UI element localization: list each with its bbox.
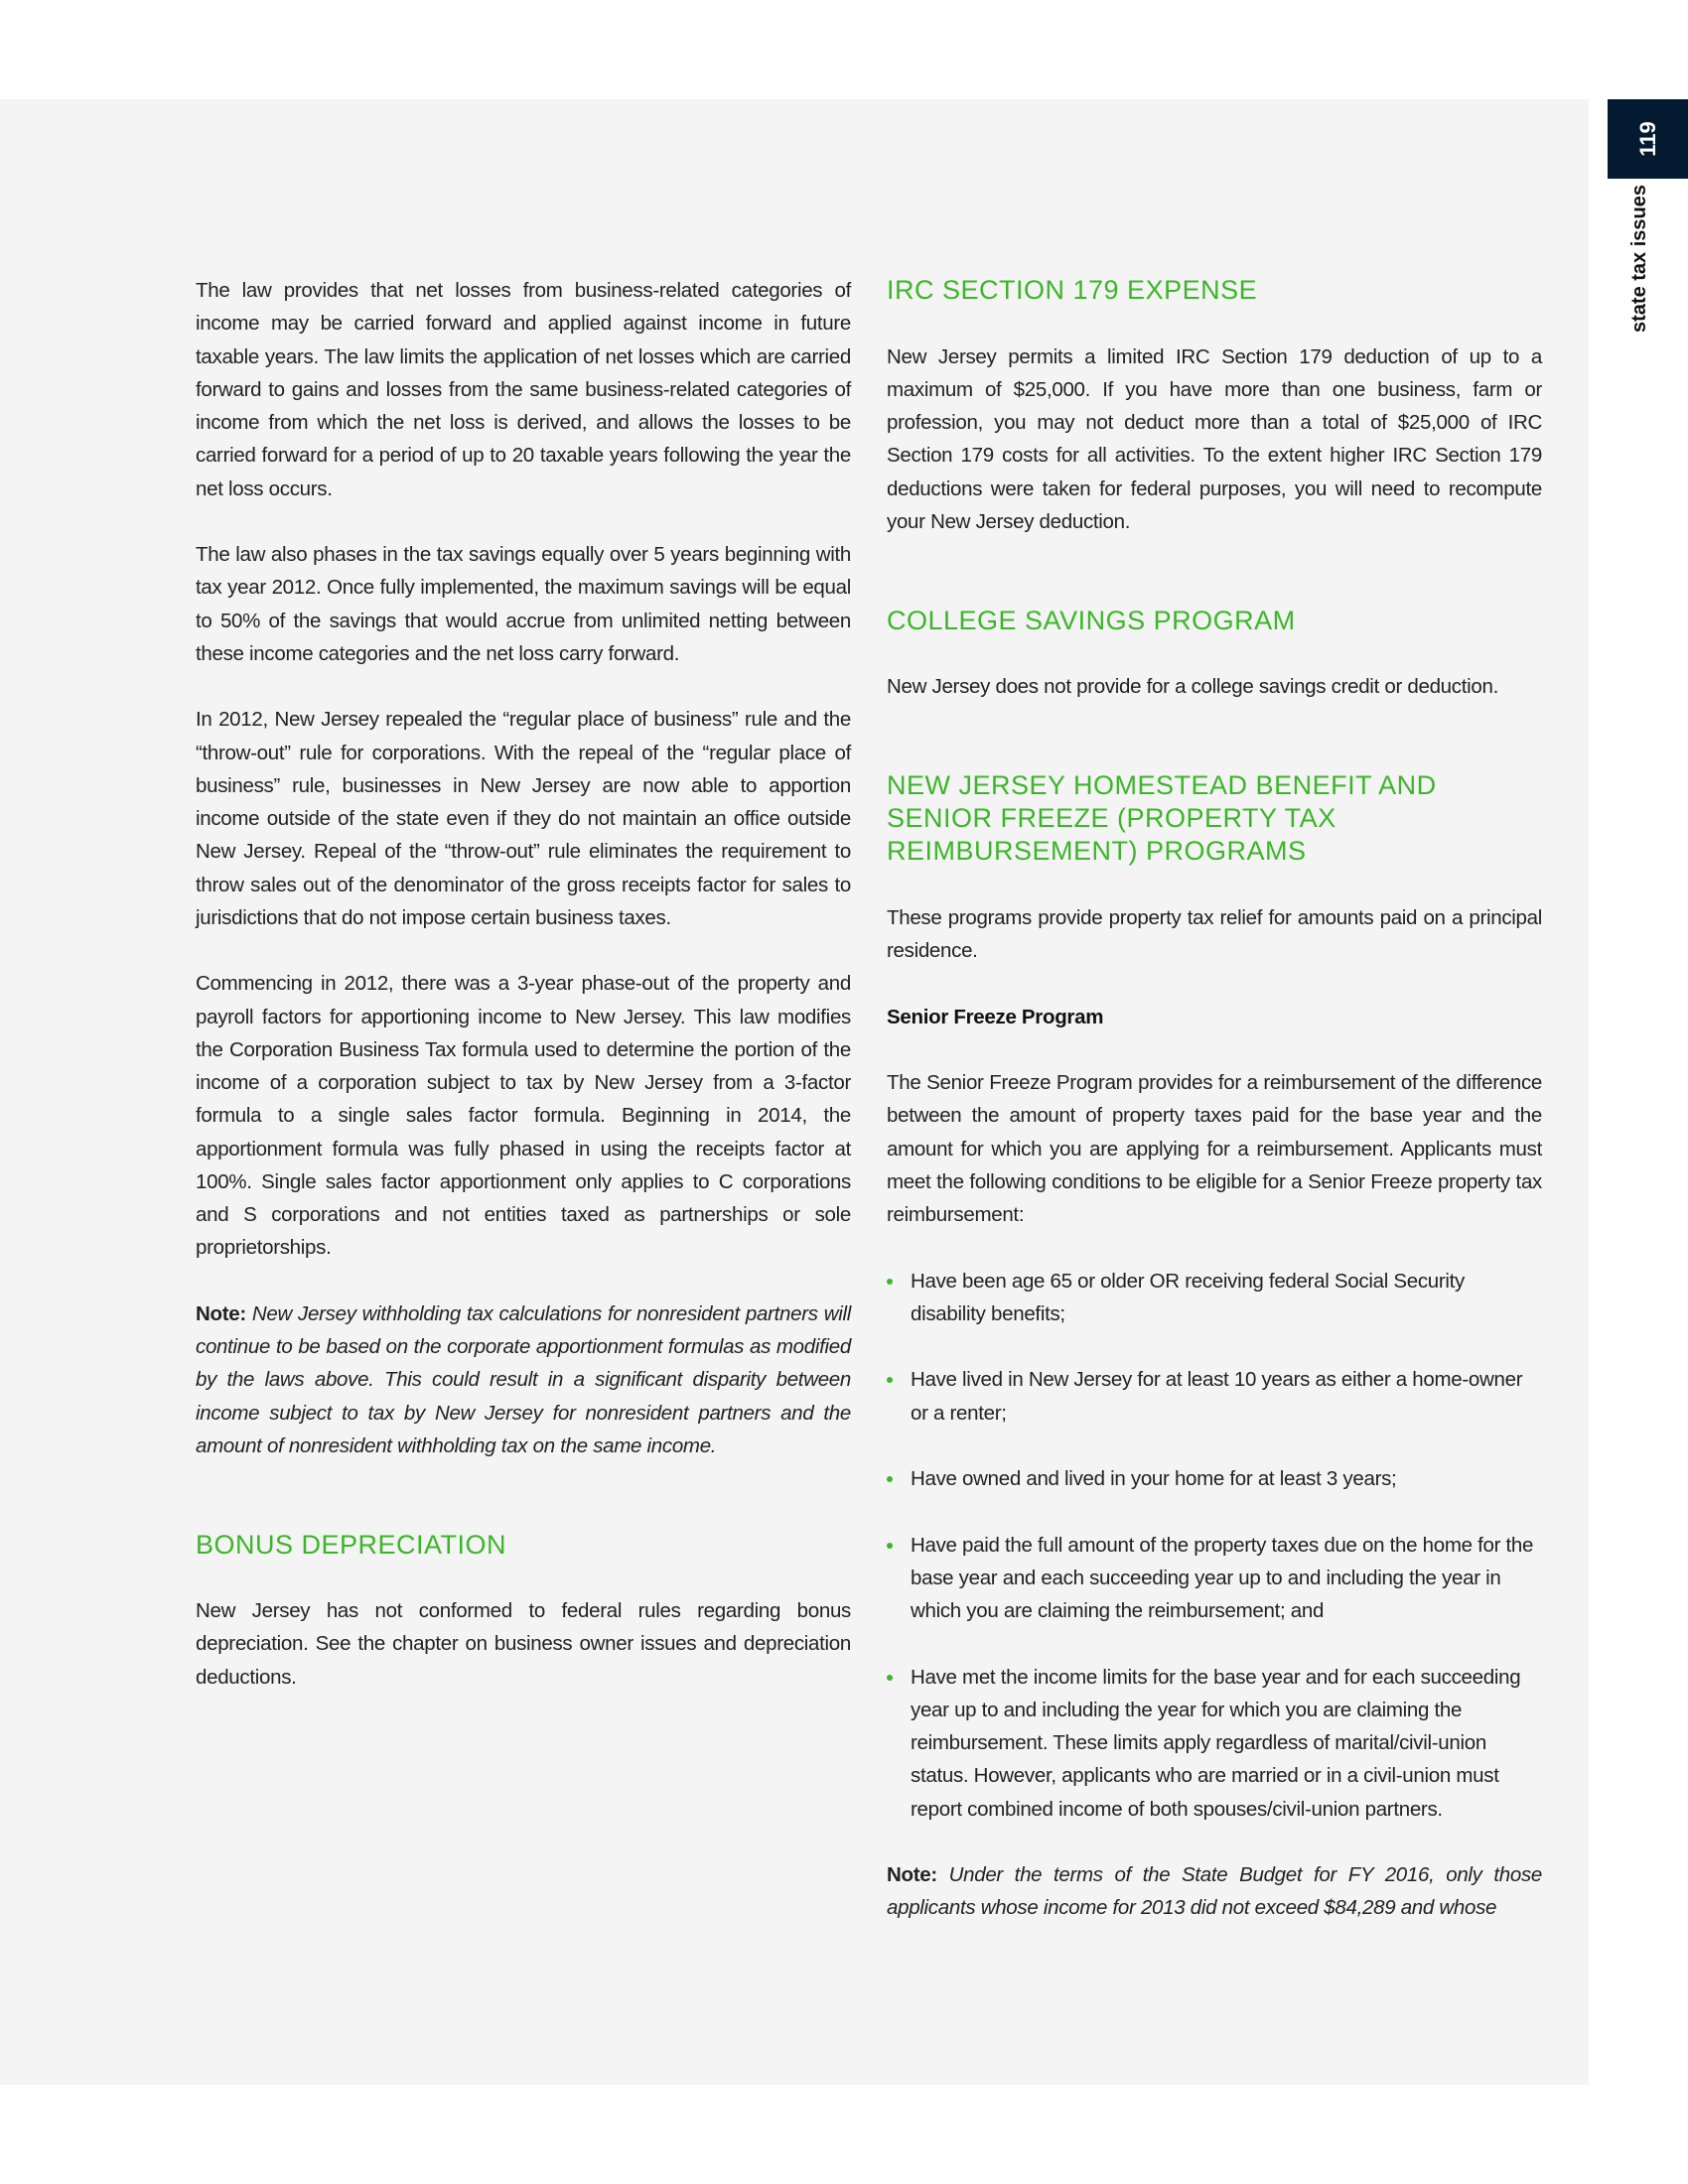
- bullet-icon: [887, 1377, 893, 1383]
- list-item: Have owned and lived in your home for at least 3 years;: [887, 1462, 1542, 1495]
- note-text: Under the terms of the State Budget for FY 2016, only those applicants whose income for 2013 did not exceed $84,289 and whose: [887, 1863, 1542, 1920]
- paragraph: Commencing in 2012, there was a 3-year phase-out of the property and payroll factors for apportioning income to New Jersey. This law modifies the Corporation Business Tax formula used to determine the portion of the income of a corporation subject to tax by New Jersey from a 3-factor formula to a single sales factor formula. Beginning in 2014, the apportionment formula was fully phased in using the receipts factor at 100%. Single sales factor apportionment only applies to C corporations and S corporations and not entities taxed as partnerships or sole proprietorships.: [196, 972, 851, 1260]
- bullet-icon: [887, 1543, 893, 1549]
- left-column: [196, 274, 851, 1726]
- paragraph: New Jersey does not provide for a college savings credit or deduction.: [887, 675, 1498, 698]
- page-number-tab: [1608, 99, 1688, 179]
- heading-college-savings: COLLEGE SAVINGS PROGRAM: [887, 605, 1296, 635]
- list-item: Have been age 65 or older OR receiving federal Social Security disability benefits;: [887, 1265, 1542, 1331]
- note: [196, 1297, 851, 1462]
- paragraph: The law provides that net losses from business-related categories of income may be carried forward and applied against income in future taxable years. The law limits the application of net losses which are carried forward to gains and losses from the same business-related categories of income from which the net loss is derived, and allows the losses to be carried forward for a period of up to 20 taxable years following the year the net loss occurs.: [196, 279, 851, 500]
- note-label: Note:: [887, 1863, 937, 1886]
- heading-senior-freeze: Senior Freeze Program: [887, 1005, 1104, 1028]
- heading-homestead: NEW JERSEY HOMESTEAD BENEFIT AND SENIOR FREEZE (PROPERTY TAX REIMBURSEMENT) PROGRAMS: [887, 769, 1437, 867]
- bullet-icon: [887, 1675, 893, 1681]
- paragraph: In 2012, New Jersey repealed the “regular place of business” rule and the “throw-out” rule for corporations. With the repeal of the “regular place of business” rule, businesses in New Jersey are now able to apportion income outside of the state even if they do not maintain an office outside New Jersey. Repeal of the “throw-out” rule eliminates the requirement to throw sales out of the denominator of the gross receipts factor for sales to jurisdictions that do not impose certain business taxes.: [196, 708, 851, 929]
- section-label: state tax issues: [1628, 185, 1650, 333]
- list-item: Have paid the full amount of the property taxes due on the home for the base year and each succeeding year up to and including the year in which you are claiming the reimbursement; and: [887, 1529, 1542, 1628]
- note-text: New Jersey withholding tax calculations for nonresident partners will continue to be based on the corporate apportionment formulas as modified by the laws above. This could result in a significant disparity between income subject to tax by New Jersey for nonresident partners and the amount of nonresident withholding tax on the same income.: [196, 1301, 851, 1457]
- heading-irc-179: IRC SECTION 179 EXPENSE: [887, 275, 1258, 305]
- paragraph: The law also phases in the tax savings equally over 5 years beginning with tax year 2012. Once fully implemented, the maximum savings will be equal to 50% of the savings that would accrue from unlimited netting between these income categories and the net loss carry forward.: [196, 543, 851, 665]
- heading-bonus-depreciation: BONUS DEPRECIATION: [196, 1529, 507, 1560]
- right-column: [887, 274, 1542, 1958]
- bullet-icon: [887, 1279, 893, 1285]
- list-item: Have lived in New Jersey for at least 10 years as either a home-owner or a renter;: [887, 1363, 1542, 1430]
- conditions-list: [887, 1265, 1542, 1826]
- paragraph: New Jersey permits a limited IRC Section 179 deduction of up to a maximum of $25,000. If you have more than one business, farm or profession, you may not deduct more than a total of $25,000 of IRC Section 179 costs for all activities. To the extent higher IRC Section 179 deductions were taken for federal purposes, you will need to recompute your New Jersey deduction.: [887, 344, 1542, 533]
- paragraph: These programs provide property tax relief for amounts paid on a principal residence.: [887, 905, 1542, 962]
- paragraph: The Senior Freeze Program provides for a reimbursement of the difference between the amount of property taxes paid for the base year and the amount for which you are applying for a reimbursement. Applicants must meet the following conditions to be eligible for a Senior Freeze property tax reimbursement:: [887, 1071, 1542, 1226]
- note: [887, 1858, 1542, 1925]
- bullet-icon: [887, 1476, 893, 1482]
- note-label: Note:: [196, 1301, 246, 1325]
- list-item: Have met the income limits for the base year and for each succeeding year up to and including the year for which you are claiming the reimbursement. These limits apply regardless of marital/civil-union status. However, applicants who are married or in a civil-union must report combined income of both spouses/civil-union partners.: [887, 1661, 1542, 1826]
- page-number: 119: [1634, 121, 1660, 157]
- paragraph: New Jersey has not conformed to federal rules regarding bonus depreciation. See the chapter on business owner issues and depreciation deductions.: [196, 1599, 851, 1689]
